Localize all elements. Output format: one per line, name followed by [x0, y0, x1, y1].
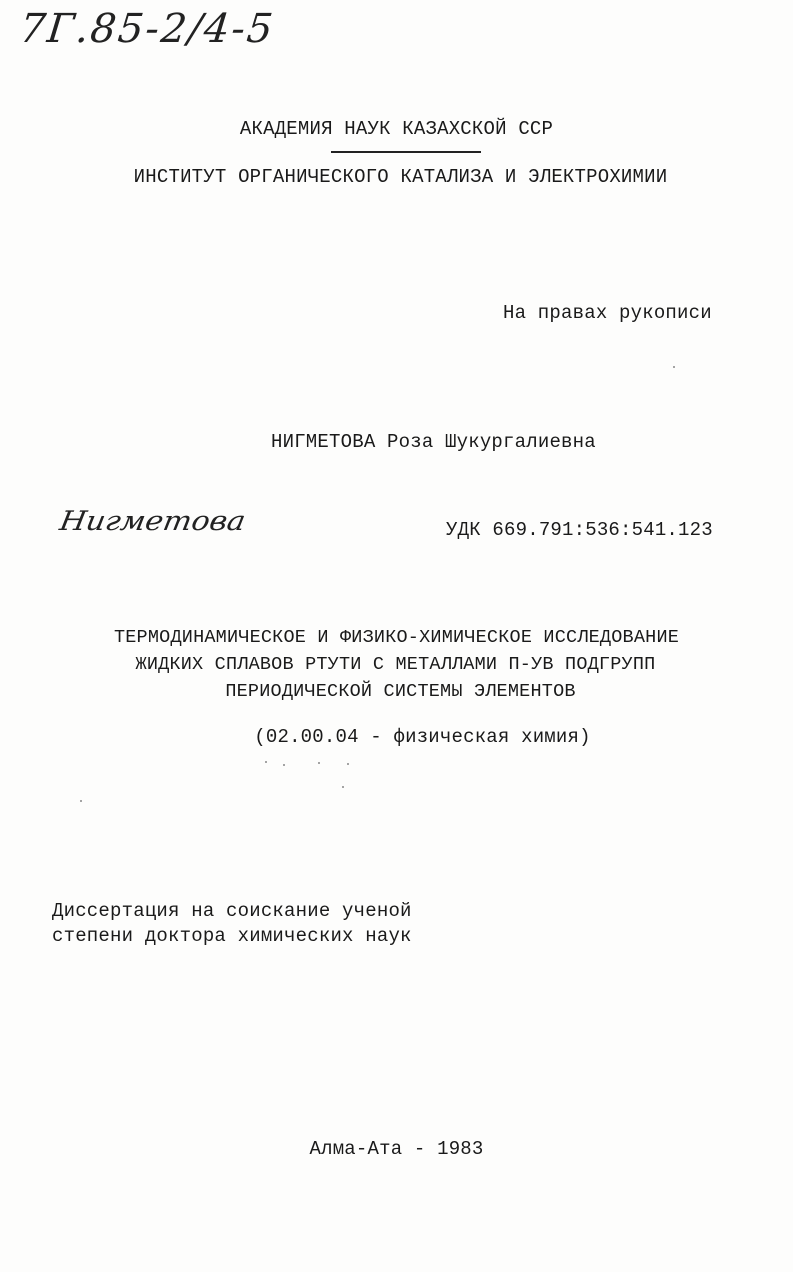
- author-name: НИГМЕТОВА Роза Шукургалиевна: [271, 431, 596, 453]
- place-and-year: Алма-Ата - 1983: [309, 1138, 484, 1160]
- specialty-code: (02.00.04 - физическая химия): [254, 726, 591, 748]
- institute-heading: ИНСТИТУТ ОРГАНИЧЕСКОГО КАТАЛИЗА И ЭЛЕКТРОХИМИИ: [133, 166, 668, 188]
- dissertation-title-line-1: ТЕРМОДИНАМИЧЕСКОЕ И ФИЗИКО-ХИМИЧЕСКОЕ ИССЛЕДОВАНИЕ: [113, 627, 680, 648]
- rights-note: На правах рукописи: [503, 302, 712, 324]
- paper-speck: [265, 761, 267, 763]
- archive-mark: 7Г.85-2/4-5: [17, 6, 277, 52]
- paper-speck: [673, 366, 675, 368]
- organization-heading: АКАДЕМИЯ НАУК КАЗАХСКОЙ ССР: [239, 118, 554, 140]
- paper-speck: [318, 762, 320, 764]
- dissertation-note-line-2: степени доктора химических наук: [52, 925, 412, 947]
- dissertation-title-line-3: ПЕРИОДИЧЕСКОЙ СИСТЕМЫ ЭЛЕМЕНТОВ: [225, 681, 576, 702]
- paper-speck: [342, 786, 344, 788]
- dissertation-title-line-2: ЖИДКИХ СПЛАВОВ РТУТИ С МЕТАЛЛАМИ П-УВ ПОДГРУПП: [135, 654, 656, 675]
- heading-divider: [331, 151, 481, 153]
- paper-speck: [347, 763, 349, 765]
- paper-speck: [283, 764, 285, 766]
- dissertation-note-line-1: Диссертация на соискание ученой: [52, 900, 412, 922]
- paper-speck: [80, 800, 82, 802]
- author-signature: Нигметова: [57, 505, 248, 538]
- udc-code: УДК 669.791:536:541.123: [446, 519, 713, 541]
